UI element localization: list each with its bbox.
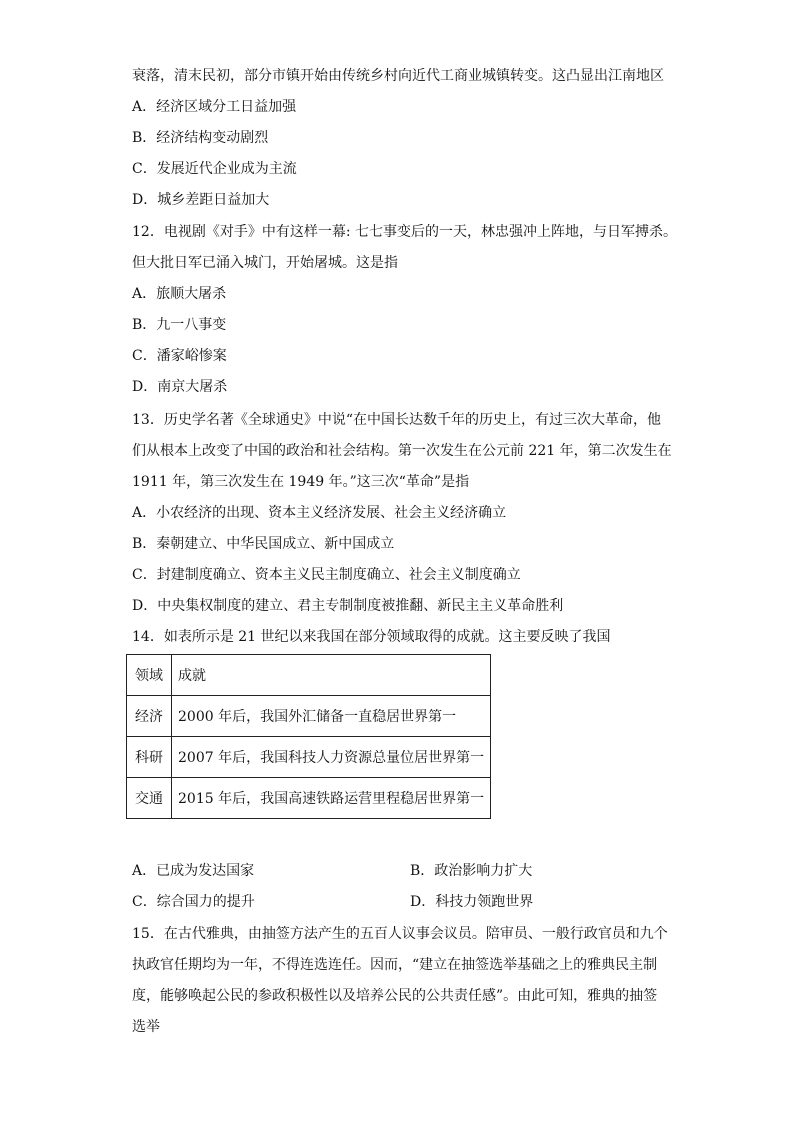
q13-stem-line2: 们从根本上改变了中国的政治和社会结构。第一次发生在公元前 221 年，第二次发生在 <box>132 443 672 459</box>
table-row <box>127 696 491 737</box>
q14-option-a: A．已成为发达国家 <box>132 863 255 879</box>
table-cell-field: 经济 <box>127 696 172 737</box>
q11-option-d: D．城乡差距日益加大 <box>132 192 270 208</box>
q13-option-d: D．中央集权制度的建立、君主专制制度被推翻、新民主主义革命胜利 <box>132 598 564 614</box>
table-cell-field: 科研 <box>127 737 172 778</box>
q15-stem-line1: 15．在古代雅典，由抽签方法产生的五百人议事会议员。陪审员、一般行政官员和九个 <box>132 926 668 942</box>
q12-option-d: D．南京大屠杀 <box>132 379 228 395</box>
table-header-cell: 成就 <box>172 655 491 696</box>
q13-stem-line3: 1911 年，第三次发生在 1949 年。”这三次“革命”是指 <box>132 474 470 490</box>
q12-stem-line1: 12．电视剧《对手》中有这样一幕: 七七事变后的一天，林忠强冲上阵地，与日军搏杀。 <box>132 224 677 240</box>
q15-stem-line4: 选举 <box>132 1019 160 1035</box>
table-cell-achievement: 2007 年后，我国科技人力资源总量位居世界第一 <box>172 737 491 778</box>
q12-stem-line2: 但大批日军已涌入城门，开始屠城。这是指 <box>132 255 398 271</box>
table-cell-achievement: 2015 年后，我国高速铁路运营里程稳居世界第一 <box>172 778 491 819</box>
achievement-table <box>126 654 491 819</box>
q13-stem-line1: 13．历史学名著《全球通史》中说“在中国长达数千年的历史上，有过三次大革命，他 <box>132 412 661 428</box>
q14-stem-line1: 14．如表所示是 21 世纪以来我国在部分领域取得的成就。这主要反映了我国 <box>132 629 611 645</box>
q14-option-b: B．政治影响力扩大 <box>410 863 533 879</box>
q11-stem-tail: 衰落，清末民初，部分市镇开始由传统乡村向近代工商业城镇转变。这凸显出江南地区 <box>132 68 664 84</box>
q12-option-a: A．旅顺大屠杀 <box>132 286 227 302</box>
q13-option-a: A．小农经济的出现、资本主义经济发展、社会主义经济确立 <box>132 505 507 521</box>
q11-option-c: C．发展近代企业成为主流 <box>132 161 297 177</box>
table-cell-field: 交通 <box>127 778 172 819</box>
q11-option-b: B．经济结构变动剧烈 <box>132 130 269 146</box>
q13-option-c: C．封建制度确立、资本主义民主制度确立、社会主义制度确立 <box>132 567 521 583</box>
q15-stem-line2: 执政官任期均为一年，不得连选连任。因而，“建立在抽签选举基础之上的雅典民主制 <box>132 957 658 973</box>
table-header-cell: 领域 <box>127 655 172 696</box>
q11-option-a: A．经济区域分工日益加强 <box>132 99 297 115</box>
table-header-row <box>127 655 491 696</box>
q14-option-d: D．科技力领跑世界 <box>410 894 534 910</box>
q12-option-c: C．潘家峪惨案 <box>132 348 227 364</box>
q13-option-b: B．秦朝建立、中华民国成立、新中国成立 <box>132 536 395 552</box>
q14-option-c: C．综合国力的提升 <box>132 894 255 910</box>
q15-stem-line3: 度，能够唤起公民的参政积极性以及培养公民的公共责任感”。由此可知，雅典的抽签 <box>132 988 658 1004</box>
table-row <box>127 778 491 819</box>
table-row <box>127 737 491 778</box>
q12-option-b: B．九一八事变 <box>132 317 227 333</box>
table-cell-achievement: 2000 年后，我国外汇储备一直稳居世界第一 <box>172 696 491 737</box>
